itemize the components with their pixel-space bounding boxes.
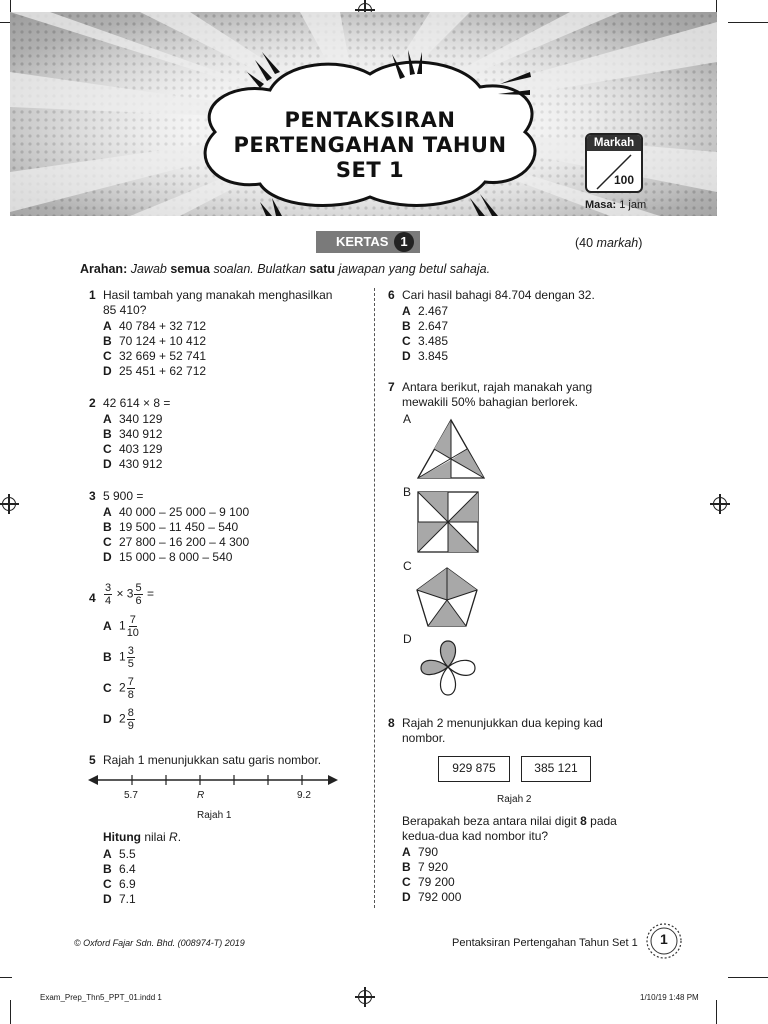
- option[interactable]: B 2.647: [402, 319, 449, 333]
- ask-bold: Hitung: [103, 830, 141, 844]
- time-value: 1 jam: [619, 199, 647, 211]
- question-stem: [103, 582, 154, 607]
- copyright: © Oxford Fajar Sdn. Bhd. (008974-T) 2019: [74, 938, 245, 948]
- option-text: 25 451 + 62 712: [119, 364, 207, 378]
- title-line: PERTENGAHAN TAHUN: [233, 133, 507, 157]
- question-stem: Rajah 2 menunjukkan dua keping kad: [402, 716, 603, 730]
- ask-var: R: [169, 830, 178, 844]
- figure-caption: Rajah 1: [197, 810, 232, 821]
- question-stem: Cari hasil bahagi 84.704 dengan 32.: [402, 288, 595, 302]
- option[interactable]: D 7.1: [103, 892, 136, 906]
- option[interactable]: C 3.485: [402, 334, 449, 348]
- option-letter: C: [103, 349, 112, 363]
- option[interactable]: [103, 505, 249, 519]
- option-letter[interactable]: C: [403, 559, 412, 573]
- instruction-part: satu: [309, 262, 336, 276]
- operator: × 3: [116, 586, 134, 601]
- option-letter: B: [103, 334, 112, 348]
- option-letter[interactable]: A: [403, 412, 412, 426]
- registration-mark-icon: [358, 990, 372, 1004]
- ask-rest: nilai: [141, 830, 170, 844]
- slug-file: Exam_Prep_Thn5_PPT_01.indd 1: [40, 993, 162, 1002]
- marks-word: markah: [596, 236, 639, 250]
- question-stem: 5 900 =: [103, 489, 144, 503]
- option[interactable]: A 2.467: [402, 304, 449, 318]
- shape-square[interactable]: [417, 491, 479, 553]
- option-letter: D: [103, 364, 112, 378]
- option-letter: B: [103, 520, 112, 534]
- registration-mark-icon: [2, 497, 16, 511]
- title-line: SET 1: [335, 158, 405, 182]
- option-letter[interactable]: B: [403, 485, 412, 499]
- question-stem: 42 614 × 8 =: [103, 396, 171, 410]
- page-number: 1: [660, 931, 668, 947]
- option[interactable]: A 1 $\frac{7}{10}$: [103, 614, 139, 639]
- option[interactable]: [103, 535, 249, 549]
- instruction: [80, 262, 490, 278]
- instruction-label: Arahan:: [80, 262, 128, 276]
- question-stem: 85 410?: [103, 303, 147, 317]
- question-stem: mewakili 50% bahagian berlorek.: [402, 395, 579, 409]
- marks-open: (40: [575, 236, 597, 250]
- question-stem: Rajah 1 menunjukkan satu garis nombor.: [103, 753, 322, 767]
- marks-total: 100: [614, 173, 635, 187]
- ask-digit: 8: [580, 814, 587, 828]
- crop-mark: [10, 0, 11, 12]
- option[interactable]: [103, 550, 232, 564]
- instruction-part: jawapan yang betul sahaja.: [338, 262, 491, 276]
- option[interactable]: B 7 920: [402, 860, 449, 874]
- option-letter: C: [103, 442, 112, 456]
- question-ask: [402, 814, 617, 830]
- option[interactable]: D 792 000: [402, 890, 462, 904]
- registration-mark-icon: [713, 497, 727, 511]
- option[interactable]: D 3.845: [402, 349, 449, 363]
- paper-number: 1: [394, 232, 414, 252]
- running-title: Pentaksiran Pertengahan Tahun Set 1: [452, 937, 638, 949]
- option-text: 40 000 – 25 000 – 9 100: [119, 505, 250, 519]
- instruction-part: soalan. Bulatkan: [213, 262, 306, 276]
- option-text: 403 129: [119, 442, 163, 456]
- option[interactable]: C 79 200: [402, 875, 455, 889]
- option[interactable]: [103, 319, 206, 333]
- question-number: 1: [89, 288, 96, 302]
- crop-mark: [728, 977, 768, 978]
- option-text: 340 912: [119, 427, 163, 441]
- slug-date: 1/10/19 1:48 PM: [640, 993, 699, 1002]
- title-line: PENTAKSIRAN: [284, 108, 456, 132]
- option-letter: B: [103, 427, 112, 441]
- column-divider: [374, 288, 375, 908]
- figure-caption: Rajah 2: [497, 794, 532, 805]
- crop-mark: [0, 977, 12, 978]
- number-line-label-right: 9.2: [297, 790, 311, 801]
- paper-label: KERTAS: [336, 234, 389, 249]
- question-stem: Antara berikut, rajah manakah yang: [402, 380, 593, 394]
- option-letter: A: [103, 505, 112, 519]
- question-stem: Hasil tambah yang manakah menghasilkan: [103, 288, 333, 302]
- crop-mark: [716, 0, 717, 12]
- option[interactable]: [103, 364, 206, 378]
- option-letter: A: [103, 319, 112, 333]
- option[interactable]: A 790: [402, 845, 439, 859]
- option[interactable]: [103, 334, 206, 348]
- ask-part: pada: [586, 814, 617, 828]
- crop-mark: [728, 22, 768, 23]
- shape-pentagon[interactable]: [415, 566, 479, 628]
- option[interactable]: [103, 457, 162, 471]
- instruction-part: Jawab: [130, 262, 167, 276]
- crop-mark: [716, 1000, 717, 1024]
- crop-mark: [10, 1000, 11, 1024]
- time-label: Masa:: [585, 199, 617, 211]
- page-title: [220, 108, 520, 182]
- total-marks-note: [575, 236, 642, 252]
- option-text: 340 129: [119, 412, 163, 426]
- question-number: 6: [388, 288, 395, 302]
- question-stem: nombor.: [402, 731, 446, 745]
- option-text: 40 784 + 32 712: [119, 319, 207, 333]
- marks-box: [585, 133, 643, 193]
- question-number: 8: [388, 716, 395, 730]
- shape-flower[interactable]: [417, 637, 479, 699]
- marks-close: ): [638, 236, 643, 250]
- question-number: 7: [388, 380, 395, 394]
- shape-triangle[interactable]: [416, 418, 486, 480]
- question-number: 2: [89, 396, 96, 410]
- option[interactable]: C 6.9: [103, 877, 136, 891]
- marks-label: Markah: [587, 135, 641, 151]
- option-letter[interactable]: D: [403, 632, 412, 646]
- option-letter: D: [103, 550, 112, 564]
- option-letter: D: [103, 457, 112, 471]
- option-text: 27 800 – 16 200 – 4 300: [119, 535, 250, 549]
- option[interactable]: B 6.4: [103, 862, 136, 876]
- number-card: 929 875: [438, 756, 510, 782]
- number-card: 385 121: [521, 756, 591, 782]
- option[interactable]: B 1 $\frac{3}{5}$: [103, 645, 134, 670]
- time-allowed: [585, 199, 646, 211]
- option-text: 430 912: [119, 457, 163, 471]
- option-letter: A: [103, 412, 112, 426]
- option-text: 70 124 + 10 412: [119, 334, 207, 348]
- option[interactable]: [103, 427, 162, 441]
- number-line-label-left: 5.7: [124, 790, 138, 801]
- number-line-label-mid: R: [197, 790, 205, 801]
- option-text: 19 500 – 11 450 – 540: [119, 520, 239, 534]
- option[interactable]: A 5.5: [103, 847, 136, 861]
- ask-end: .: [177, 830, 182, 844]
- question-ask: kedua-dua kad nombor itu?: [402, 829, 549, 843]
- option[interactable]: D 2 $\frac{8}{9}$: [103, 707, 134, 732]
- instruction-part: semua: [170, 262, 210, 276]
- option[interactable]: C 2 $\frac{7}{8}$: [103, 676, 134, 701]
- ask-part: Berapakah beza antara nilai digit: [402, 814, 581, 828]
- option[interactable]: [103, 349, 206, 363]
- fraction: $\frac{3}{4}$: [105, 582, 112, 607]
- option[interactable]: [103, 442, 162, 456]
- question-number: 4: [89, 591, 96, 605]
- option-text: 32 669 + 52 741: [119, 349, 207, 363]
- question-number: 5: [89, 753, 96, 767]
- option-letter: C: [103, 535, 112, 549]
- paper-badge: [316, 231, 420, 253]
- fraction: $\frac{5}{6}$: [135, 582, 142, 607]
- question-number: 3: [89, 489, 96, 503]
- option[interactable]: [103, 520, 238, 534]
- option[interactable]: [103, 412, 162, 426]
- question-ask: [103, 830, 181, 846]
- option-text: 15 000 – 8 000 – 540: [119, 550, 233, 564]
- equals: =: [146, 586, 154, 601]
